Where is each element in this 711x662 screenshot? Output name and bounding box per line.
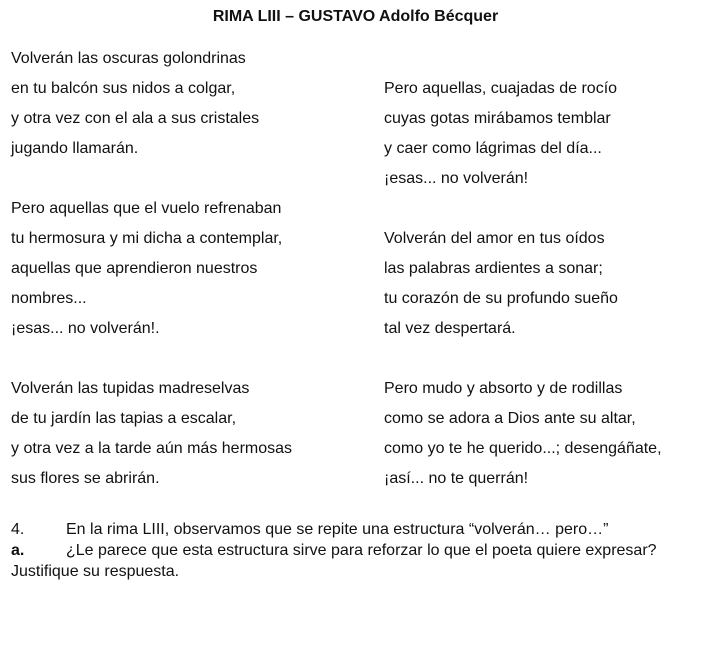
stanza-gap xyxy=(11,348,371,378)
poem-line: tu corazón de su profundo sueño xyxy=(384,290,618,307)
question-block xyxy=(11,519,707,582)
poem-line: tal vez despertará. xyxy=(384,320,516,337)
poem-line: Volverán las oscuras golondrinas xyxy=(11,50,246,67)
question-text: En la rima LIII, observamos que se repite una estructura “volverán… pero…” xyxy=(66,521,609,538)
poem-line: ¡esas... no volverán!. xyxy=(11,320,160,337)
poem-line: ¡esas... no volverán! xyxy=(384,170,529,187)
poem-right-column xyxy=(384,48,704,498)
poem-line: tu hermosura y mi dicha a contemplar, xyxy=(11,230,283,247)
poem-line: y otra vez con el ala a sus cristales xyxy=(11,110,260,127)
poem-line: cuyas gotas mirábamos temblar xyxy=(384,110,611,127)
poem-line: nombres... xyxy=(11,290,87,307)
poem-line: Volverán las tupidas madreselvas xyxy=(11,380,250,397)
question-number: 4. xyxy=(11,521,25,538)
subquestion-row xyxy=(11,540,707,561)
poem-line: y caer como lágrimas del día... xyxy=(384,140,602,157)
poem-line: como yo te he querido...; desengáñate, xyxy=(384,440,662,457)
poem-line: aquellas que aprendieron nuestros xyxy=(11,260,258,277)
poem-title: RIMA LIII – GUSTAVO Adolfo Bécquer xyxy=(212,8,499,25)
stanza-gap xyxy=(384,48,704,78)
stanza-gap xyxy=(384,348,704,378)
poem-left-column xyxy=(11,48,371,498)
question-continuation: Justifique su respuesta. xyxy=(11,563,180,580)
poem-line: sus flores se abrirán. xyxy=(11,470,160,487)
question-row xyxy=(11,519,707,540)
poem-line: Pero mudo y absorto y de rodillas xyxy=(384,380,623,397)
stanza-gap xyxy=(384,198,704,228)
poem-line: las palabras ardientes a sonar; xyxy=(384,260,603,277)
poem-line: y otra vez a la tarde aún más hermosas xyxy=(11,440,293,457)
poem-line: de tu jardín las tapias a escalar, xyxy=(11,410,237,427)
subquestion-text: ¿Le parece que esta estructura sirve para reforzar lo que el poeta quiere expresar? xyxy=(66,542,657,559)
poem-line: en tu balcón sus nidos a colgar, xyxy=(11,80,236,97)
poem-line: Volverán del amor en tus oídos xyxy=(384,230,605,247)
stanza-gap xyxy=(11,168,371,198)
poem-line: ¡así... no te querrán! xyxy=(384,470,529,487)
poem-line: Pero aquellas que el vuelo refrenaban xyxy=(11,200,282,217)
poem-line: como se adora a Dios ante su altar, xyxy=(384,410,636,427)
poem-line: Pero aquellas, cuajadas de rocío xyxy=(384,80,618,97)
subquestion-label: a. xyxy=(11,542,25,559)
poem-line: jugando llamarán. xyxy=(11,140,139,157)
